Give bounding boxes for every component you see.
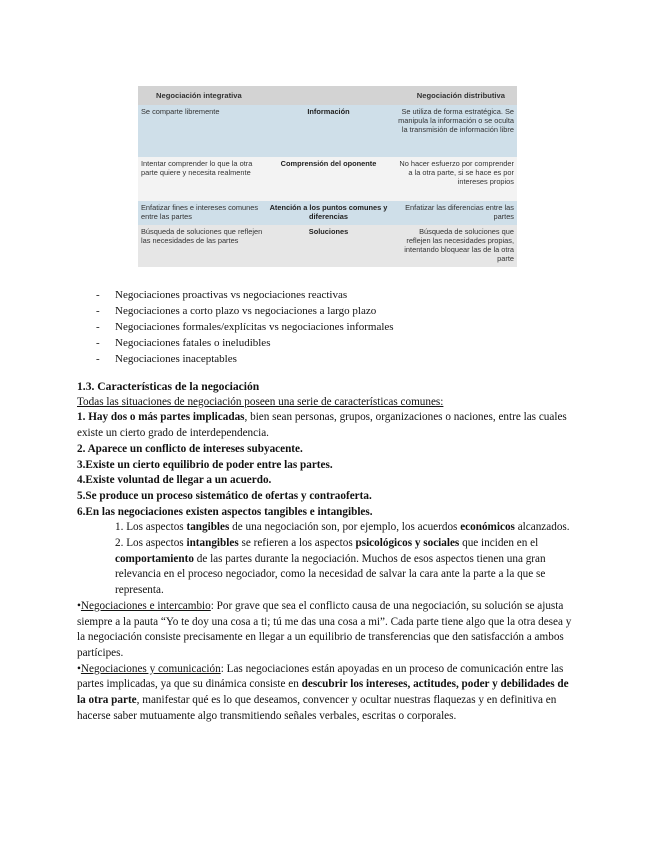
- text-run: intangibles: [186, 537, 239, 550]
- bullet-marker: •: [77, 599, 81, 612]
- table-cell: Se comparte libremente: [141, 107, 220, 116]
- list-item: [96, 303, 394, 319]
- characteristic-2: 2. Aparece un conflicto de intereses subyacente.: [77, 442, 303, 455]
- list-item-text: Negociaciones proactivas vs negociaciones reactivas: [115, 289, 348, 301]
- list-item-text: Negociaciones a corto plazo vs negociaciones a largo plazo: [115, 305, 377, 317]
- table-cell: Búsqueda de soluciones que reflejen las necesidades propias, intentando bloquear las de la otra parte: [404, 227, 514, 263]
- characteristic-1: [77, 410, 577, 441]
- characteristic-4: 4.Existe voluntad de llegar a un acuerdo.: [77, 474, 272, 487]
- dash-marker: -: [96, 305, 100, 317]
- table-cell: Enfatizar las diferencias entre las partes: [405, 203, 514, 221]
- table-row: [138, 105, 517, 157]
- table-cell: Información: [307, 107, 350, 116]
- paragraph-text: , manifestar qué es lo que deseamos, convencer y ocultar nuestras flaquezas y en definitiva en hacerse saber mutuamente algo transmitiendo señales verbales, escritas o corporales.: [77, 694, 557, 722]
- characteristic-3: 3.Existe un cierto equilibrio de poder entre las partes.: [77, 458, 333, 471]
- text-run: 2. Los aspectos: [115, 537, 187, 550]
- table-cell: Intentar comprender lo que la otra parte quiere y necesita realmente: [141, 159, 253, 177]
- list-item: [96, 351, 394, 367]
- characteristic-5: 5.Se produce un proceso sistemático de ofertas y contraoferta.: [77, 489, 372, 502]
- table-cell: Búsqueda de soluciones que reflejen las necesidades de las partes: [141, 227, 263, 245]
- text-run: comportamiento: [115, 552, 194, 565]
- text-run: económicos: [460, 521, 515, 534]
- list-item: [96, 335, 394, 351]
- table-header-row: [138, 86, 517, 105]
- header-middle: [266, 86, 391, 105]
- list-item-text: Negociaciones fatales o ineludibles: [115, 337, 271, 349]
- table-cell: Soluciones: [308, 227, 349, 236]
- table-cell: Se utiliza de forma estratégica. Se manipula la información o se oculta la transmisión de información libre: [398, 107, 514, 134]
- paragraph-text: : Por grave que sea el conflicto causa de una negociación, su solución se ajusta siempre a la pauta “Yo te doy una cosa a ti; tú me das una cosa a mi”. Cada parte tiene algo que la otra desea y la negociación consiste precisamente en llegar a un equilibrio de transferencias que den satisfacción a ambos partícipes.: [77, 599, 572, 659]
- section-body: [77, 379, 577, 724]
- text-run: que inciden en el: [459, 537, 539, 550]
- text-run: 1. Los aspectos: [115, 521, 187, 534]
- table-cell: Enfatizar fines e intereses comunes entre las partes: [141, 203, 259, 221]
- sub-point-intangibles: [77, 536, 577, 599]
- list-item-text: Negociaciones inaceptables: [115, 353, 237, 365]
- characteristic-1-text: , bien sean personas, grupos, organizaciones o naciones, entre las cuales existe un cierto grado de interdependencia.: [77, 411, 567, 440]
- text-run: tangibles: [186, 521, 230, 534]
- paragraph-text: : Las negociaciones están apoyadas en un proceso de comunicación entre las partes implicadas, ya que su dinámica consiste en: [77, 662, 564, 691]
- text-run: psicológicos y sociales: [355, 537, 460, 550]
- characteristic-1-lead: 1. Hay dos o más partes implicadas: [77, 411, 245, 424]
- list-item: [96, 287, 394, 303]
- table-row: [138, 225, 517, 267]
- dash-marker: -: [96, 321, 100, 333]
- negotiation-comparison-table: [138, 86, 517, 267]
- section-title: 1.3. Características de la negociación: [77, 380, 260, 393]
- table-cell: No hacer esfuerzo por comprender a la otra parte, si se hace es por intereses propios: [399, 159, 514, 186]
- paragraph-title: Negociaciones y comunicación: [80, 662, 221, 675]
- text-run: de las partes durante la negociación. Muchos de esos aspectos tienen una gran relevancia en el proceso negociador, como la necesidad de salvar la cara ante la parte a la que se representa.: [115, 552, 546, 597]
- paragraph-title: Negociaciones e intercambio: [80, 599, 211, 612]
- dash-marker: -: [96, 289, 100, 301]
- text-run: se refieren a los aspectos: [238, 537, 356, 550]
- table-row: [138, 157, 517, 201]
- header-integrative: Negociación integrativa: [156, 91, 242, 100]
- paragraph-intercambio: [77, 599, 577, 662]
- sub-point-tangibles: [77, 520, 577, 536]
- dash-marker: -: [96, 353, 100, 365]
- paragraph-text-bold: descubrir los intereses, actitudes, poder y debilidades de la otra parte: [77, 678, 569, 707]
- text-run: de una negociación son, por ejemplo, los acuerdos: [229, 521, 461, 534]
- characteristic-6: 6.En las negociaciones existen aspectos tangibles e intangibles.: [77, 505, 373, 518]
- table-cell: Atención a los puntos comunes y diferencias: [269, 203, 388, 221]
- list-item: [96, 319, 394, 335]
- table-cell: Comprensión del oponente: [280, 159, 377, 168]
- table-row: [138, 201, 517, 225]
- header-distributive: Negociación distributiva: [416, 91, 505, 100]
- bullet-marker: •: [77, 662, 81, 675]
- paragraph-comunicacion: [77, 662, 577, 725]
- section-intro: Todas las situaciones de negociación poseen una serie de características comunes:: [77, 395, 444, 408]
- list-item-text: Negociaciones formales/explícitas vs negociaciones informales: [115, 321, 394, 333]
- dash-marker: -: [96, 337, 100, 349]
- negotiation-types-list: [96, 287, 394, 367]
- text-run: alcanzados.: [514, 521, 570, 534]
